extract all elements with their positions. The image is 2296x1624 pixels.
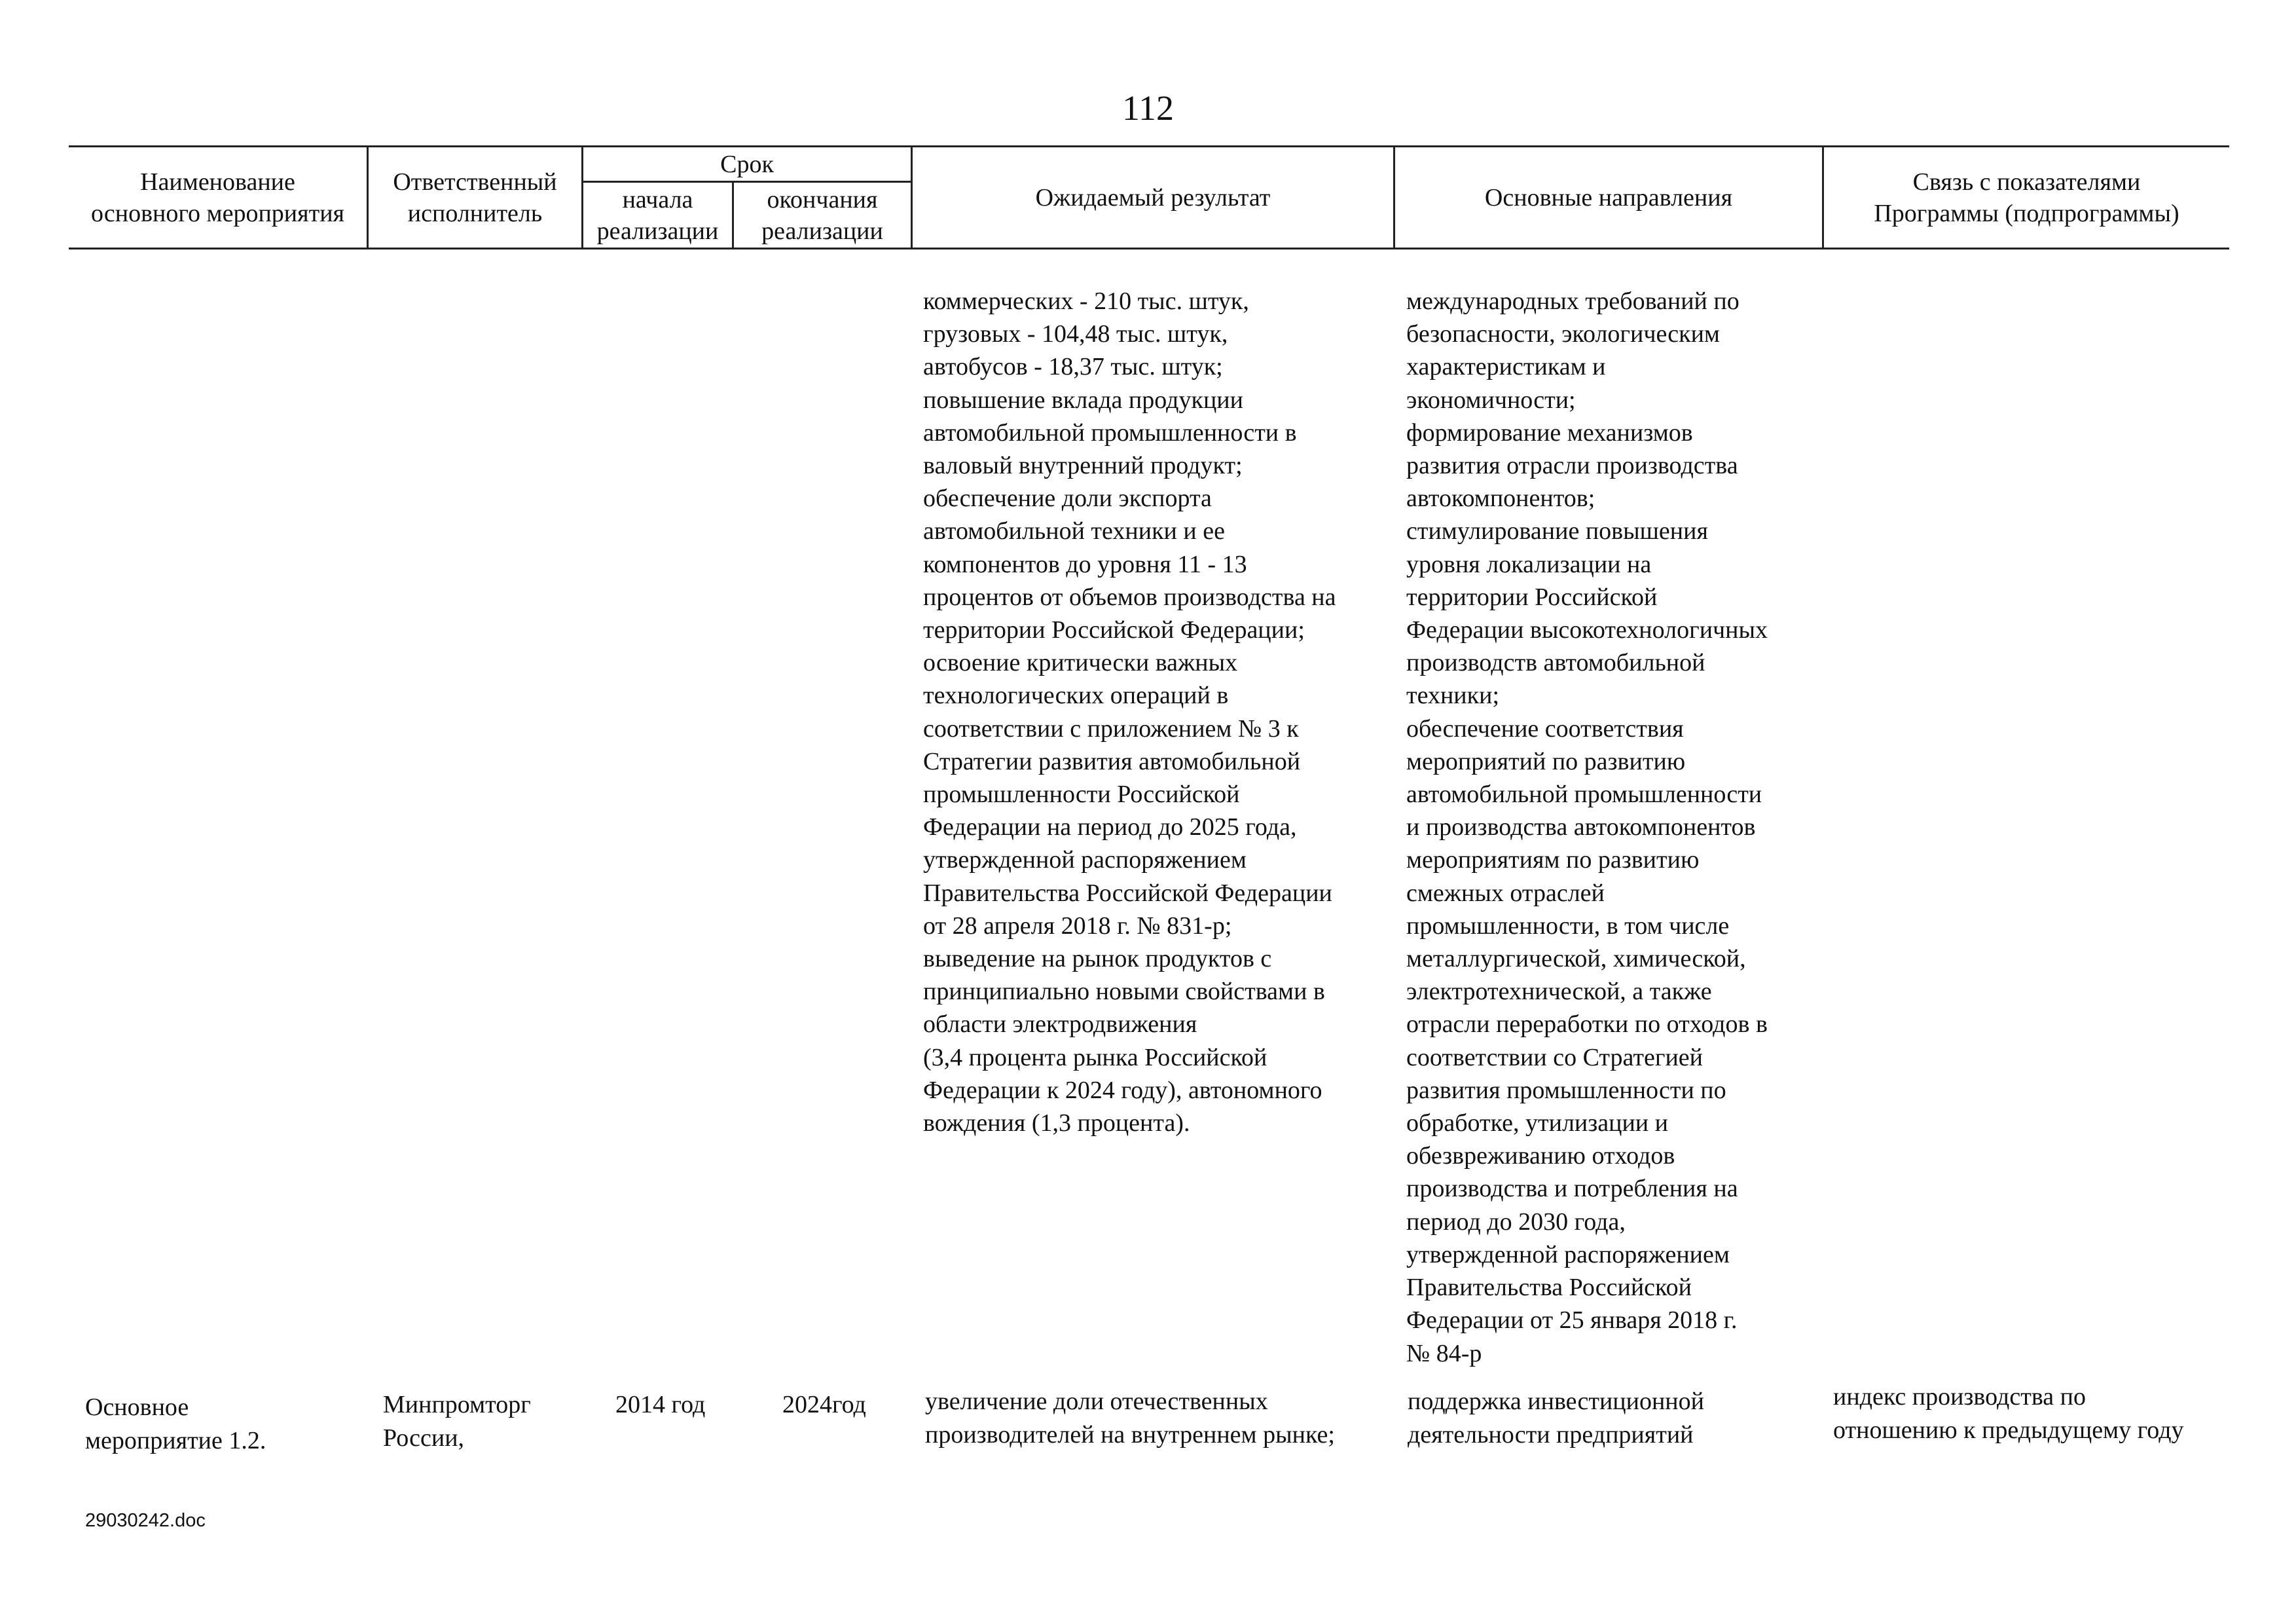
header-end: окончания реализации	[761, 185, 883, 245]
header-term: Срок	[720, 150, 774, 178]
row-name: Основное мероприятие 1.2.	[85, 1393, 266, 1454]
continuation-directions-text: международных требований по безопасности, экологическим характеристикам и экономичности; формирование механизмов развития отрасли производства автокомпонентов; стимулирование повышения уровня локализации на территории Российской Федерации высокотехнологичных производств автомобильной техники; обеспечение соответствия мероприятий по развитию автомобильной промышленности и производства автокомпонентов мероприятиям по развитию смежных отраслей промышленности, в том числе металлургической, химической, электротехнической, а также отрасли переработки по отходов в соответствии со Стратегией развития промышленности по обработке, утилизации и обезвреживанию отходов производства и потребления на период до 2030 года, утвержденной распоряжением Правительства Российской Федерации от 25 января 2018 г. № 84-р	[1406, 287, 1768, 1367]
header-bottom-border	[69, 248, 2229, 249]
header-directions: Основные направления	[1484, 183, 1733, 212]
header-start: начала реализации	[596, 185, 719, 245]
header-link: Связь с показателями Программы (подпрограммы)	[1874, 168, 2179, 227]
row-executor: Минпромторг России,	[383, 1391, 531, 1452]
row-directions: поддержка инвестиционной деятельности предприятий	[1408, 1388, 1704, 1449]
continuation-result-text: коммерческих - 210 тыс. штук, грузовых - 104,48 тыс. штук, автобусов - 18,37 тыс. штук; повышение вклада продукции автомобильной промышленности в валовый внутренний продукт; обеспечение доли экспорта автомобильной техники и ее компонентов до уровня 11 - 13 процентов от объемов производства на территории Российской Федерации; освоение критически важных технологических операций в соответствии с приложением № 3 к Стратегии развития автомобильной промышленности Российской Федерации на период до 2025 года, утвержденной распоряжением Правительства Российской Федерации от 28 апреля 2018 г. № 831-р; выведение на рынок продуктов с принципиально новыми свойствами в области электродвижения (3,4 процента рынка Российской Федерации к 2024 году), автономного вождения (1,3 процента).	[923, 287, 1336, 1137]
header-result: Ожидаемый результат	[1035, 183, 1271, 212]
footer-doc-id: 29030242.doc	[85, 1510, 206, 1531]
row-result: увеличение доли отечественных производителей на внутреннем рынке;	[925, 1388, 1335, 1449]
header-name: Наименование основного мероприятия	[90, 168, 345, 227]
header-executor: Ответственный исполнитель	[393, 168, 557, 227]
row-start: 2014 год	[615, 1391, 706, 1418]
row-link: индекс производства по отношению к предыдущему году	[1833, 1383, 2184, 1444]
page-number: 112	[1122, 88, 1174, 128]
row-end: 2024год	[782, 1391, 866, 1418]
